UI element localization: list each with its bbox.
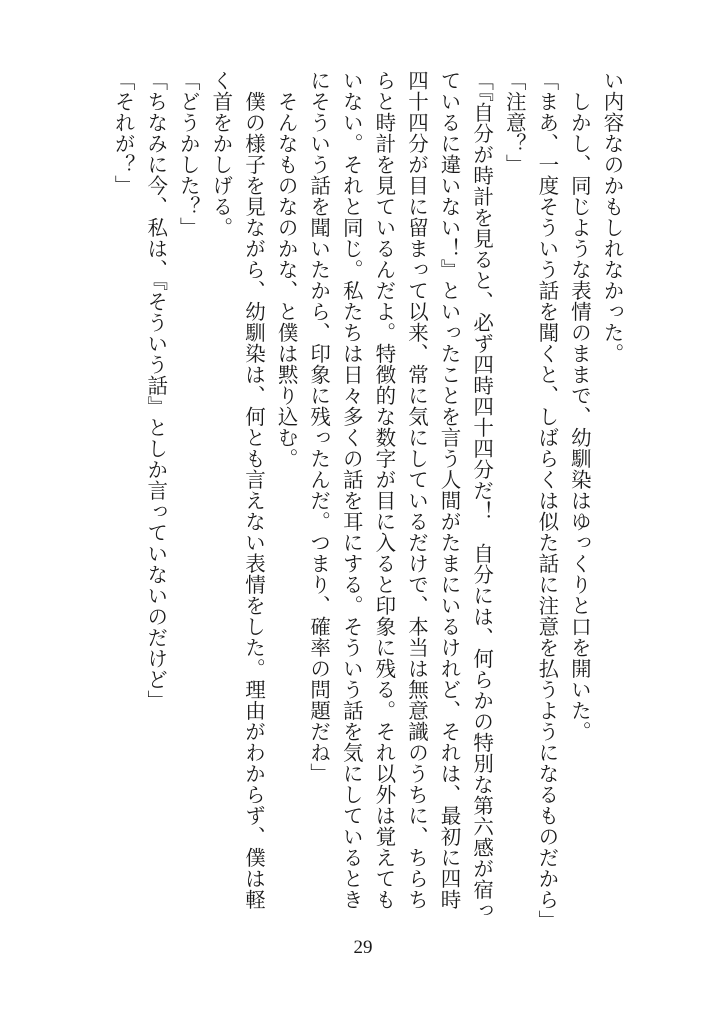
text-line: いない。それと同じ。私たちは日々多くの話を耳にする。そういう話を気にしているとき — [339, 70, 364, 910]
text-line: 「『自分が時計を見ると、必ず四時四十四分だ！ 自分には、何らかの特別な第六感が宿っ — [469, 70, 494, 921]
text-line: 四十四分が目に留まって以来、常に気にしているだけで、本当は無意識のうちに、ちらち — [404, 70, 429, 910]
text-line: い内容なのかもしれなかった。 — [600, 70, 624, 364]
text-line: ているに違いない！』といったことを言う人間がたまにいるけれど、それは、最初に四時 — [437, 70, 462, 910]
text-line: 「どうかした？」 — [176, 70, 201, 238]
text-line: 僕の様子を見ながら、幼馴染は、何とも言えない表情をした。理由がわからず、僕は軽 — [241, 70, 266, 910]
text-line: 「注意？」 — [502, 70, 527, 175]
text-line: らと時計を見ているんだよ。特徴的な数字が目に入ると印象に残る。それ以外は覚えても — [371, 70, 396, 910]
text-line: く首をかしげる。 — [208, 70, 233, 238]
text-line: にそういう話を聞いたから、印象に残ったんだ。つまり、確率の問題だね」 — [306, 70, 331, 784]
page-number: 29 — [353, 937, 373, 958]
text-line: 「まあ、一度そういう話を聞くと、しばらくは似た話に注意を払うようになるものだから」 — [534, 70, 559, 931]
text-line: 「それが？」 — [111, 70, 136, 196]
text-line: 「ちなみに今、私は、『そういう話』としか言っていないのだけど」 — [143, 70, 168, 711]
text-line: そんなものなのかな、と僕は黙り込む。 — [274, 70, 299, 469]
text-line: しかし、同じような表情のままで、幼馴染はゆっくりと口を開いた。 — [567, 70, 592, 742]
body-text — [107, 70, 629, 930]
